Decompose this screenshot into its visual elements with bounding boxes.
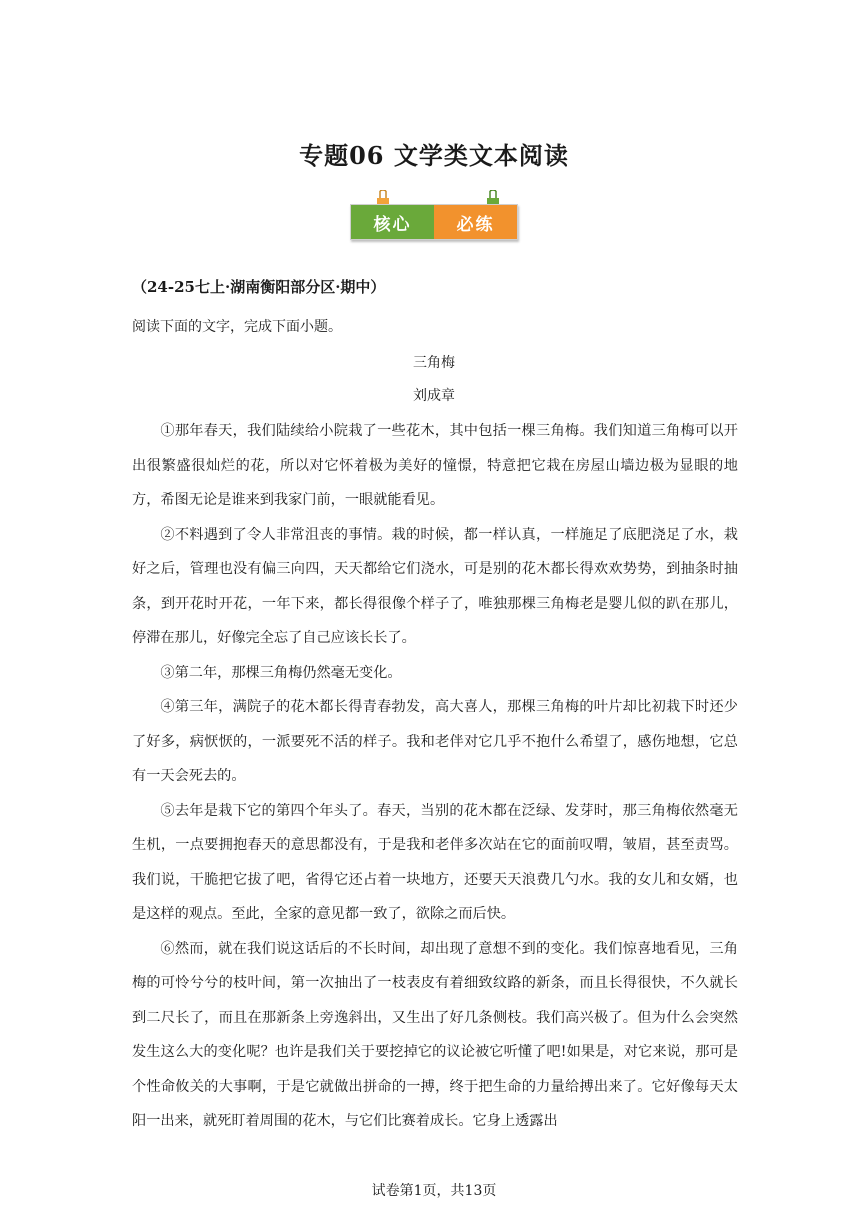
core-practice-badge xyxy=(350,190,518,250)
question-source: （24-25七上·湖南衡阳部分区·期中） xyxy=(132,278,386,296)
paragraph-5: ⑤去年是栽下它的第四个年头了。春天，当别的花木都在泛绿、发芽时，那三角梅依然毫无生机，一点要拥抱春天的意思都没有，于是我和老伴多次站在它的面前叹喟，皱眉，甚至责骂。我们说，干脆把它拔了吧，省得它还占着一块地方，还要天天浪费几勺水。我的女儿和女婿，也是这样的观点。至此，全家的意见都一致了，欲除之而后快。 xyxy=(132,802,738,922)
page-footer: 试卷第1页，共13页 xyxy=(371,1183,497,1199)
article-title: 三角梅 xyxy=(413,355,455,371)
badge-core-label: 核心 xyxy=(351,205,434,239)
paragraph-3: ③第二年，那棵三角梅仍然毫无变化。 xyxy=(160,664,402,681)
paragraph-1: ①那年春天，我们陆续给小院栽了一些花木，其中包括一棵三角梅。我们知道三角梅可以开出很繁盛很灿烂的花，所以对它怀着极为美好的憧憬，特意把它栽在房屋山墙边极为显眼的地方，希图无论是谁来到我家门前，一眼就能看见。 xyxy=(132,423,738,508)
article-author: 刘成章 xyxy=(413,388,455,404)
article-body xyxy=(132,414,738,1139)
reading-instruction: 阅读下面的文字，完成下面小题。 xyxy=(132,319,342,335)
page-title: 专题06 文学类文本阅读 xyxy=(299,141,569,170)
badge-practice-label: 必练 xyxy=(434,205,517,239)
paragraph-6: ⑥然而，就在我们说这话后的不长时间，却出现了意想不到的变化。我们惊喜地看见，三角梅的可怜兮兮的枝叶间，第一次抽出了一枝表皮有着细致纹路的新条，而且长得很快，不久就长到二尺长了，而且在那新条上旁逸斜出，又生出了好几条侧枝。我们高兴极了。但为什么会突然发生这么大的变化呢？也许是我们关于要挖掉它的议论被它听懂了吧!如果是，对它来说，那可是个性命攸关的大事啊，于是它就做出拼命的一搏，终于把生命的力量给搏出来了。它好像每天太阳一出来，就死盯着周围的花木，与它们比赛着成长。它身上透露出 xyxy=(132,940,738,1129)
paragraph-2: ②不料遇到了令人非常沮丧的事情。栽的时候，都一样认真，一样施足了底肥浇足了水，栽好之后，管理也没有偏三向四，天天都给它们浇水，可是别的花木都长得欢欢势势，到抽条时抽条，到开花时开花，一年下来，都长得很像个样子了，唯独那棵三角梅老是婴儿似的趴在那儿，停滞在那儿，好像完全忘了自己应该长长了。 xyxy=(132,526,738,646)
paragraph-4: ④第三年，满院子的花木都长得青春勃发，高大喜人，那棵三角梅的叶片却比初栽下时还少了好多，病恹恹的，一派要死不活的样子。我和老伴对它几乎不抱什么希望了，感伤地想，它总有一天会死去的。 xyxy=(132,699,738,784)
badge-box xyxy=(350,204,518,240)
